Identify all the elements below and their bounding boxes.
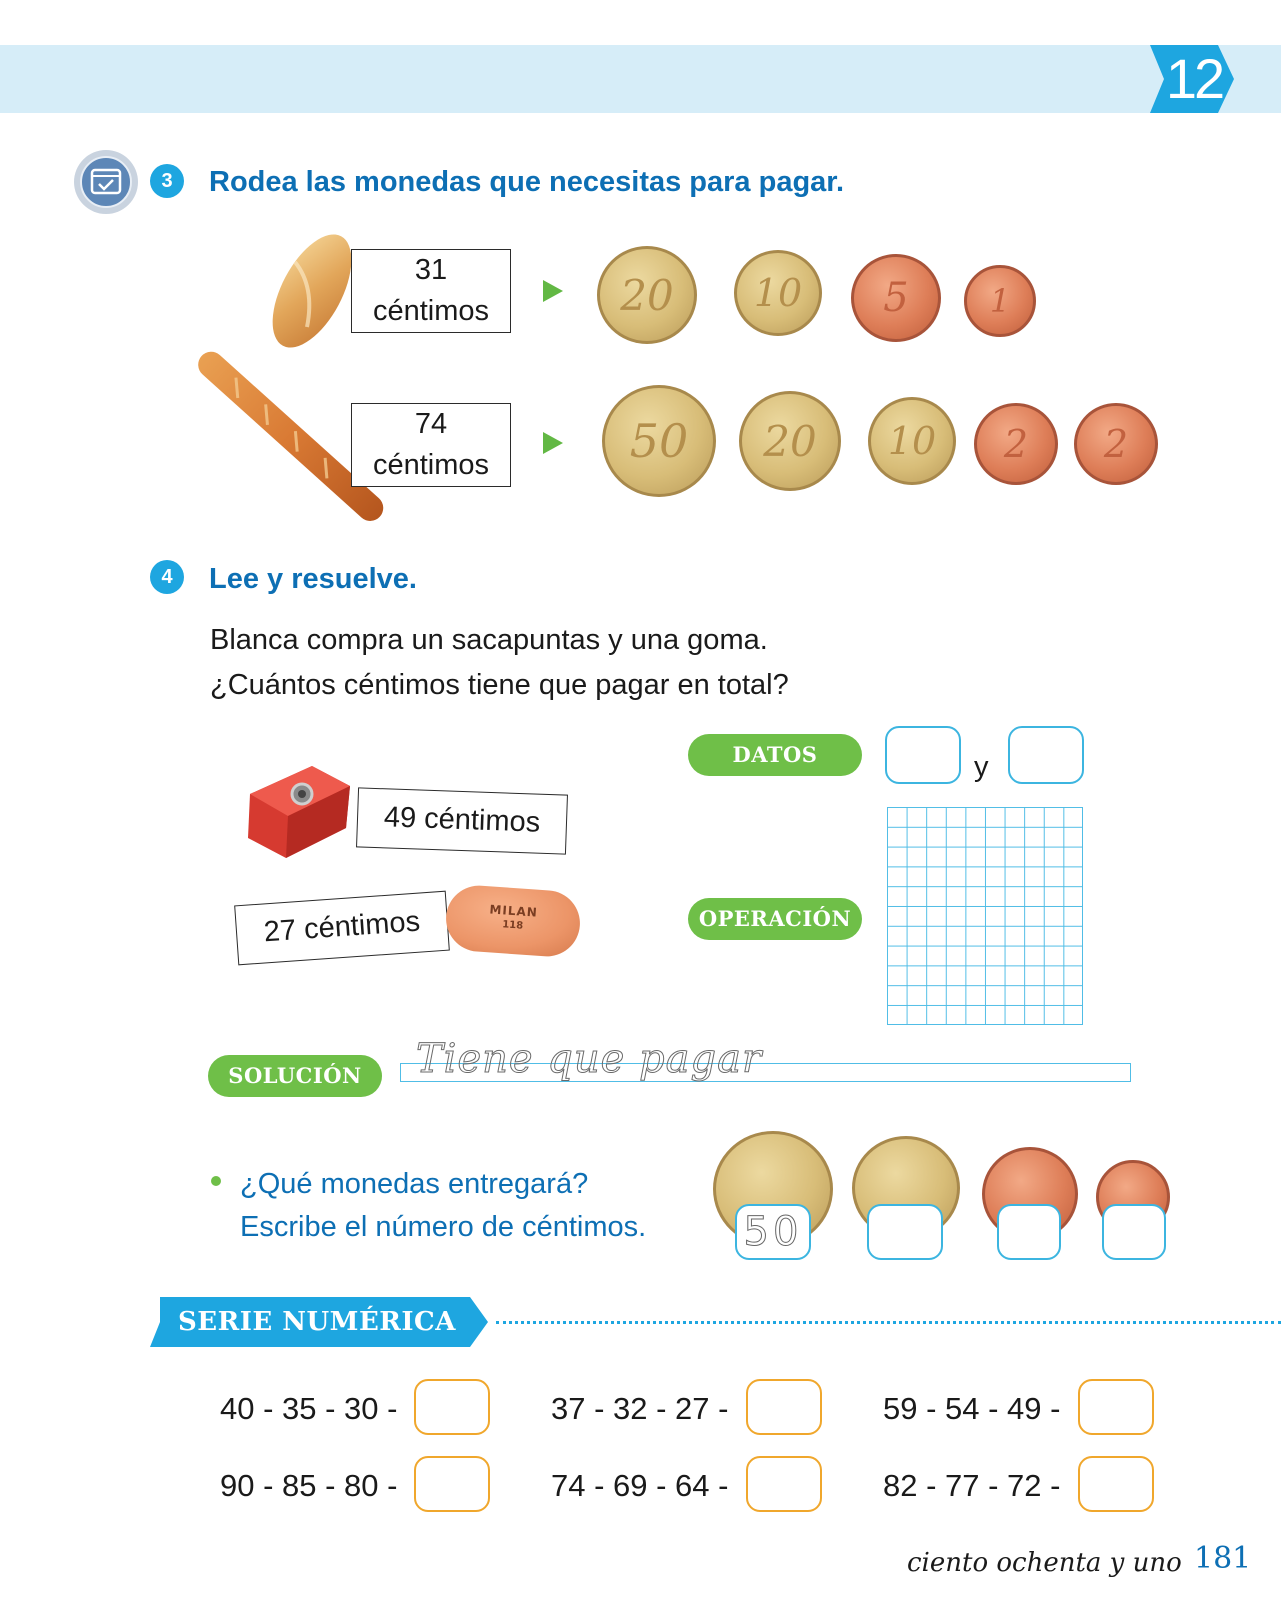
datos-answer-box-2[interactable]	[1008, 726, 1084, 784]
coin-value: 20	[620, 270, 674, 320]
problem-line-1: Blanca compra un sacapuntas y una goma.	[210, 624, 768, 656]
coins-question-line-2: Escribe el número de céntimos.	[240, 1211, 647, 1243]
serie-title: SERIE NUMÉRICA	[178, 1307, 456, 1337]
series-item: 40 - 35 - 30 -	[220, 1391, 398, 1426]
eraser-price-tag: 27 céntimos	[234, 891, 450, 966]
coin-value: 2	[1003, 422, 1029, 466]
price-box-roll	[351, 249, 511, 333]
operacion-label: OPERACIÓN	[688, 898, 862, 940]
datos-label: DATOS	[688, 734, 862, 776]
solucion-label: SOLUCIÓN	[208, 1055, 382, 1097]
series-answer-box[interactable]	[414, 1379, 490, 1435]
price-box-baguette	[351, 403, 511, 487]
series-item: 82 - 77 - 72 -	[883, 1468, 1061, 1503]
price-unit: céntimos	[372, 449, 490, 481]
series-item: 90 - 85 - 80 -	[220, 1468, 398, 1503]
unit-number: 12	[1165, 47, 1223, 110]
price-amount: 31	[414, 254, 448, 286]
header-band	[0, 45, 1281, 113]
datos-answer-box-1[interactable]	[885, 726, 961, 784]
coin-answer-box-4[interactable]	[1102, 1204, 1166, 1260]
exercise-4-number: 4	[150, 560, 184, 594]
coin-value: 10	[887, 419, 937, 463]
serie-dotted-line	[496, 1321, 1281, 1324]
coin-5-cent[interactable]	[851, 254, 941, 342]
exercise-3-number: 3	[150, 164, 184, 198]
eraser-brand: MILAN	[489, 902, 539, 920]
coin-20-cent[interactable]	[739, 391, 841, 491]
coin-value: 5	[883, 275, 909, 321]
series-answer-box[interactable]	[1078, 1379, 1154, 1435]
coin-10-cent[interactable]	[868, 397, 956, 485]
page-number-words: ciento ochenta y uno	[907, 1548, 1182, 1578]
series-item: 59 - 54 - 49 -	[883, 1391, 1061, 1426]
coin-value: 1	[989, 282, 1011, 320]
coin-value: 50	[629, 414, 689, 468]
series-answer-box[interactable]	[414, 1456, 490, 1512]
problem-line-2: ¿Cuántos céntimos tiene que pagar en total?	[210, 669, 789, 701]
coin-value: 20	[763, 416, 817, 466]
coin-value: 10	[753, 271, 803, 315]
sharpener-price-tag: 49 céntimos	[356, 787, 568, 854]
series-answer-box[interactable]	[1078, 1456, 1154, 1512]
arrow-right-icon	[543, 280, 563, 302]
coin-answer-box-1[interactable]: 50	[735, 1204, 811, 1260]
price-amount: 74	[414, 408, 448, 440]
series-item: 37 - 32 - 27 -	[551, 1391, 729, 1426]
coin-answer-box-2[interactable]	[867, 1204, 943, 1260]
coin-20-cent[interactable]	[597, 246, 697, 344]
coins-question-line-1: ¿Qué monedas entregará?	[240, 1168, 589, 1200]
bullet-icon	[211, 1176, 221, 1186]
page-number: 181	[1194, 1541, 1252, 1576]
coin-value: 2	[1103, 422, 1129, 466]
coin-50-cent[interactable]	[602, 385, 716, 497]
series-item: 74 - 69 - 64 -	[551, 1468, 729, 1503]
price-unit: céntimos	[372, 295, 490, 327]
series-answer-box[interactable]	[746, 1379, 822, 1435]
eraser-illustration	[444, 883, 582, 958]
solucion-prompt: Tiene que pagar	[416, 1036, 763, 1082]
coin-1-cent[interactable]	[964, 265, 1036, 337]
digital-resource-inner	[80, 156, 132, 208]
coin-2-cent[interactable]	[1074, 403, 1158, 485]
screen-check-icon	[82, 158, 130, 206]
coin-10-cent[interactable]	[734, 250, 822, 336]
series-answer-box[interactable]	[746, 1456, 822, 1512]
datos-connector: y	[974, 751, 989, 783]
coin-answer-box-3[interactable]	[997, 1204, 1061, 1260]
coin-2-cent[interactable]	[974, 403, 1058, 485]
exercise-3-title: Rodea las monedas que necesitas para pagar.	[209, 166, 845, 198]
sharpener-illustration	[242, 754, 354, 864]
arrow-right-icon	[543, 432, 563, 454]
operation-grid[interactable]	[887, 807, 1083, 1025]
exercise-4-title: Lee y resuelve.	[209, 563, 417, 595]
eraser-model: 118	[501, 919, 524, 932]
